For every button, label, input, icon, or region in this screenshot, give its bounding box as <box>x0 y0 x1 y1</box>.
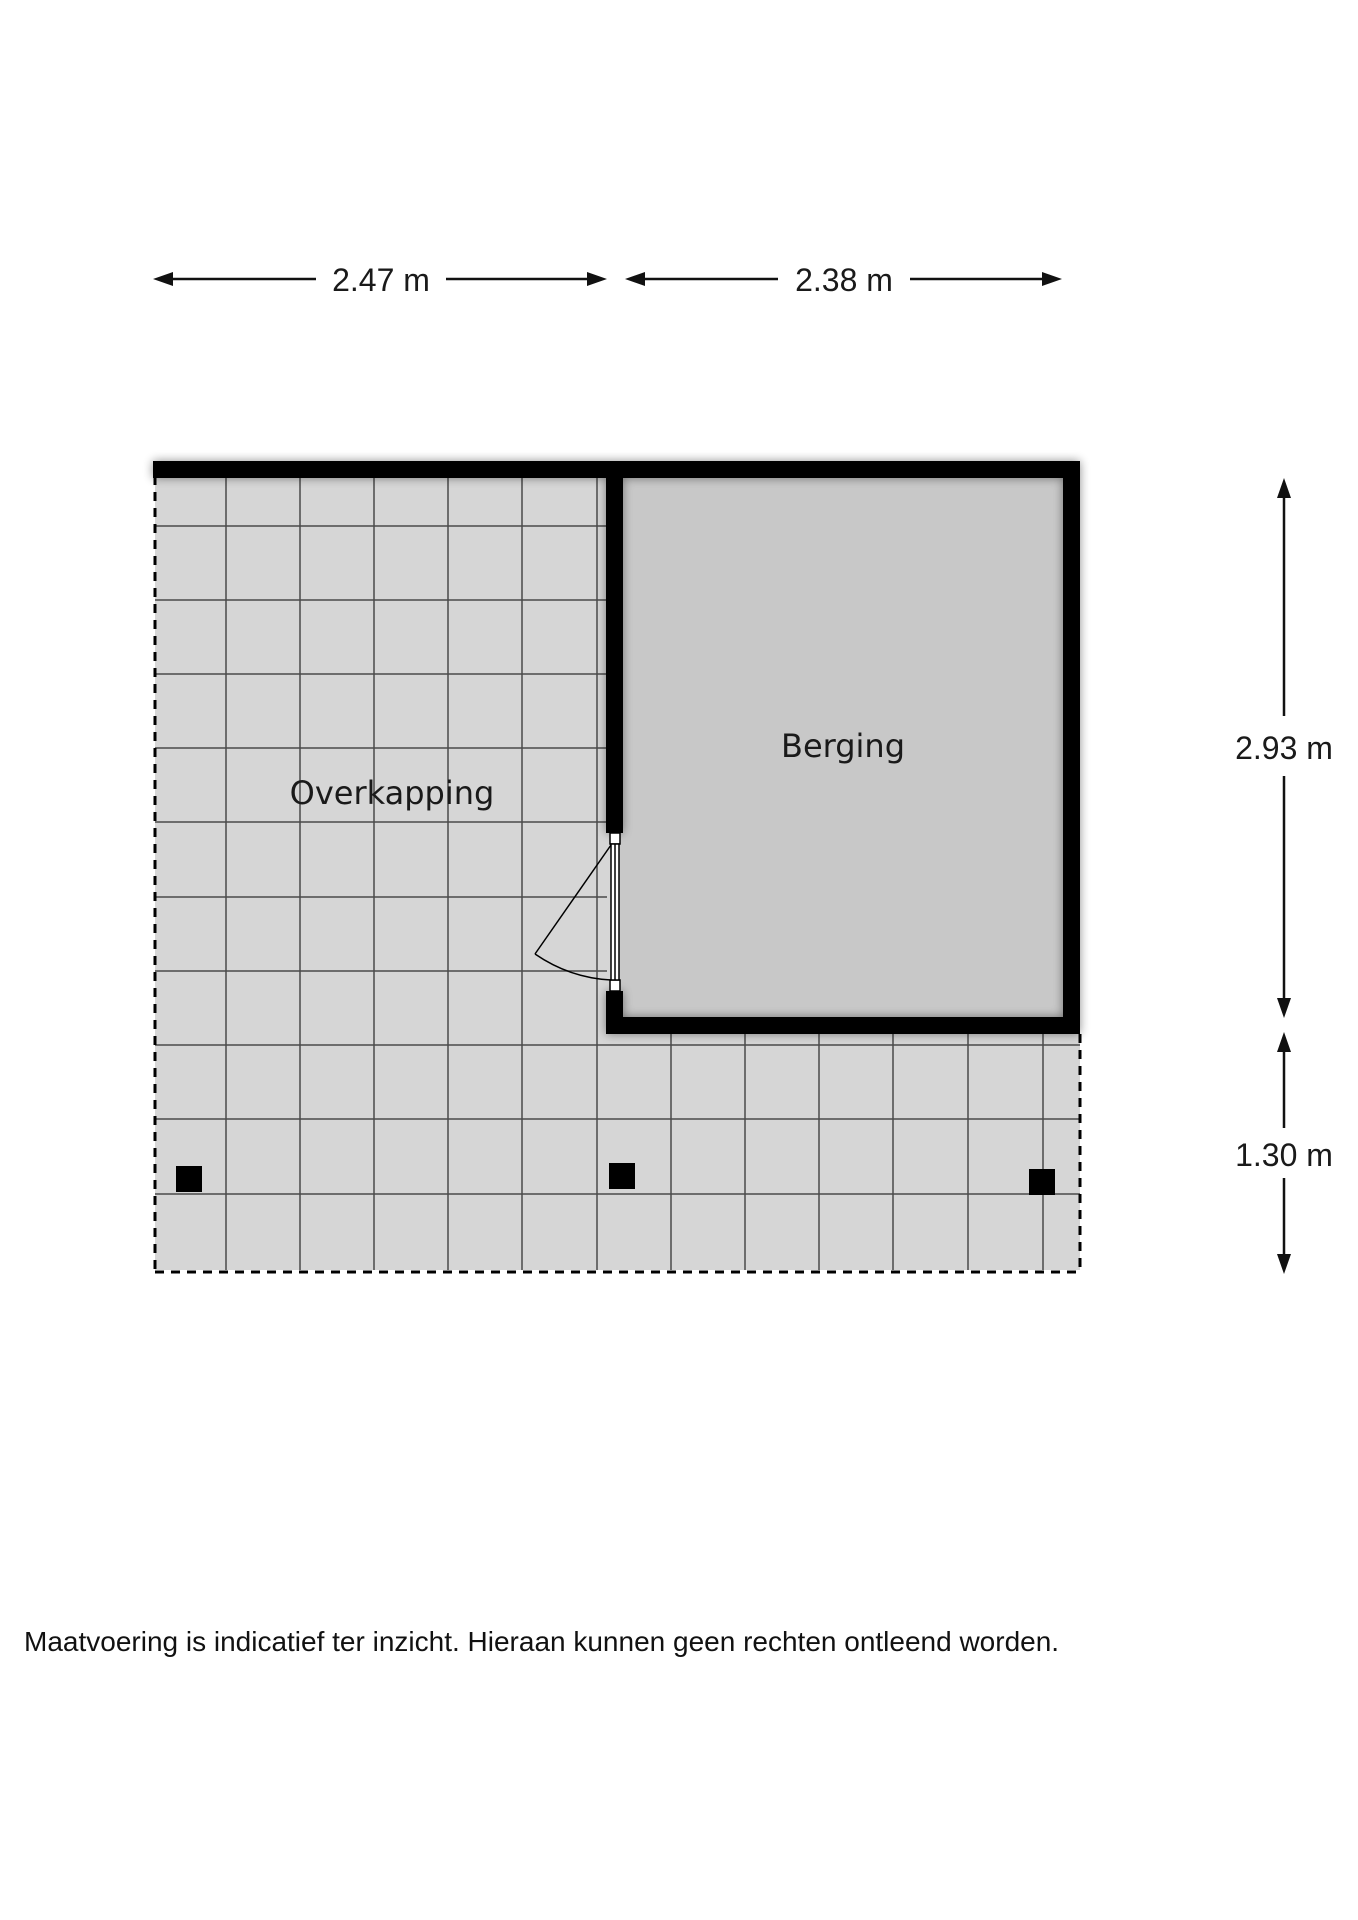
arrowhead-icon <box>1042 272 1062 286</box>
arrowhead-icon <box>587 272 607 286</box>
wall-bottom <box>606 1017 1080 1034</box>
wall-right <box>1063 461 1080 1034</box>
arrowhead-icon <box>1277 478 1291 498</box>
disclaimer-text: Maatvoering is indicatief ter inzicht. Hieraan kunnen geen rechten ontleend worden. <box>24 1626 1060 1657</box>
arrowhead-icon <box>625 272 645 286</box>
dimension-label-height-bottom: 1.30 m <box>1235 1137 1333 1173</box>
arrowhead-icon <box>1277 1032 1291 1052</box>
room-label-berging: Berging <box>780 727 906 765</box>
dimension-height-top <box>1235 478 1333 1018</box>
dimension-width-left <box>153 262 607 298</box>
wall-left-lower <box>606 991 623 1034</box>
support-post-icon <box>176 1166 202 1192</box>
dimension-label-width-right: 2.38 m <box>795 262 893 298</box>
dimension-label-width-left: 2.47 m <box>332 262 430 298</box>
dimension-height-bottom <box>1235 1032 1333 1274</box>
support-post-icon <box>1029 1169 1055 1195</box>
dimension-label-height-top: 2.93 m <box>1235 730 1333 766</box>
room-label-overkapping: Overkapping <box>289 774 495 812</box>
wall-left-upper <box>606 461 623 833</box>
arrowhead-icon <box>1277 998 1291 1018</box>
arrowhead-icon <box>1277 1254 1291 1274</box>
arrowhead-icon <box>153 272 173 286</box>
dimension-width-right <box>625 262 1062 298</box>
support-post-icon <box>609 1163 635 1189</box>
